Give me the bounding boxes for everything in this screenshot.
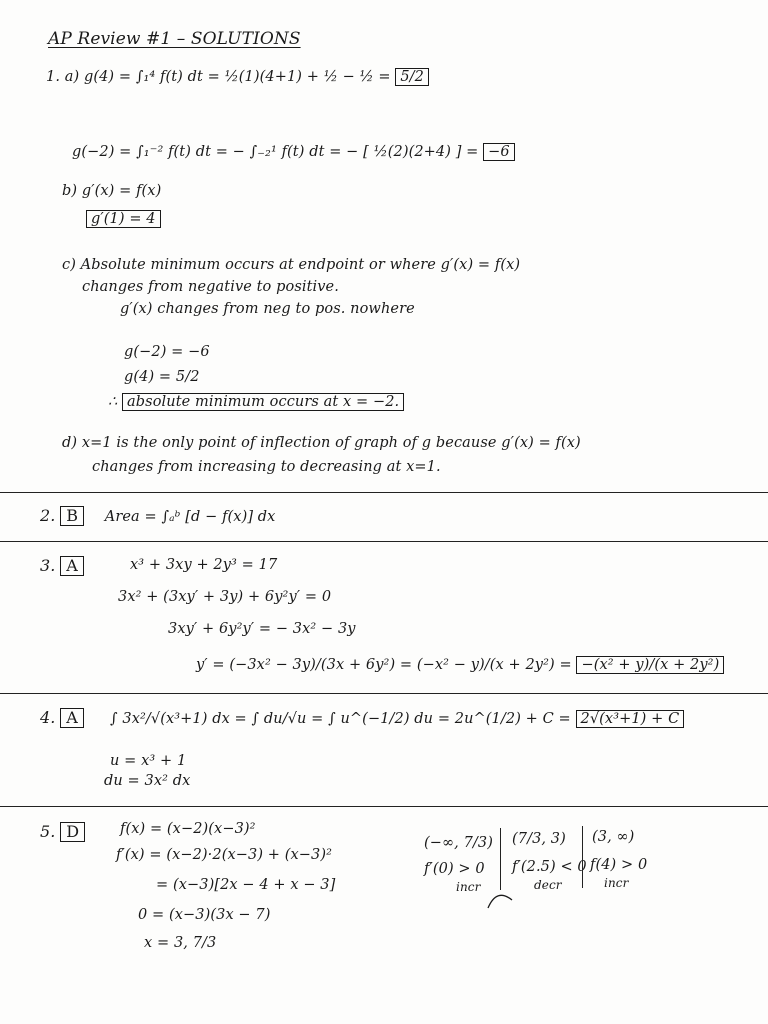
page-title: AP Review #1 – SOLUTIONS: [48, 29, 301, 49]
q3-derivative: y′ = (−3x² − 3y)/(3x + 6y²) = (−x² − y)/(x + 2y²) =: [196, 657, 572, 673]
q3-row: [40, 556, 84, 576]
q4-line-1: [110, 710, 684, 728]
q3-answer-box: A: [60, 556, 84, 576]
q3-line-4: [196, 656, 724, 674]
q1-c-conclusion: [108, 393, 404, 411]
q2-number: 2.: [40, 506, 56, 525]
q1-c-line-1: c) Absolute minimum occurs at endpoint or where g′(x) = f(x): [62, 257, 521, 273]
q1-b-answer-box: g′(1) = 4: [86, 210, 161, 228]
behavior-3: incr: [604, 876, 629, 890]
q1-a-expression: 1. a) g(4) = ∫₁⁴ f(t) dt = ½(1)(4+1) + ½ − ½ =: [46, 69, 391, 85]
q5-line-4: 0 = (x−3)(3x − 7): [138, 907, 271, 923]
sign-chart-divider-2: [582, 826, 583, 888]
interval-2: (7/3, 3): [512, 831, 566, 847]
q5-line-5: x = 3, 7/3: [144, 935, 217, 951]
q4-row: [40, 708, 84, 728]
q1-a-line-2: [72, 143, 515, 161]
q4-line-3: du = 3x² dx: [104, 773, 191, 789]
q1-d-line-2: changes from increasing to decreasing at x=1.: [92, 459, 441, 475]
divider-1: [0, 492, 768, 493]
q1-c-answer-box: absolute minimum occurs at x = −2.: [122, 393, 404, 411]
q5-line-3: = (x−3)[2x − 4 + x − 3]: [156, 877, 336, 893]
q1-b-answer-line: [86, 210, 161, 228]
q2-row: [40, 506, 275, 526]
q5-row: [40, 822, 85, 842]
sign-chart-divider-1: [500, 828, 501, 890]
q5-answer-box: D: [60, 822, 85, 842]
q4-answer-box: A: [60, 708, 84, 728]
therefore-symbol: ∴: [108, 394, 118, 410]
test-3: f(4) > 0: [590, 857, 648, 873]
q4-final-box: 2√(x³+1) + C: [576, 710, 685, 728]
q5-line-1: f(x) = (x−2)(x−3)²: [120, 821, 256, 837]
divider-3: [0, 693, 768, 694]
interval-3: (3, ∞): [592, 829, 635, 845]
q1-a2-answer-box: −6: [483, 143, 515, 161]
q1-c-line-5: g(4) = 5/2: [124, 369, 200, 385]
q2-answer-box: B: [60, 506, 84, 526]
q1-a2-expression: g(−2) = ∫₁⁻² f(t) dt = − ∫₋₂¹ f(t) dt = − [ ½(2)(2+4) ] =: [72, 144, 479, 160]
q1-a-answer-box: 5/2: [395, 68, 429, 86]
q1-c-line-4: g(−2) = −6: [124, 344, 210, 360]
q3-line-3: 3xy′ + 6y²y′ = − 3x² − 3y: [168, 621, 356, 637]
q3-line-2: 3x² + (3xy′ + 3y) + 6y²y′ = 0: [118, 589, 332, 605]
q1-c-line-3: g′(x) changes from neg to pos. nowhere: [120, 301, 415, 317]
q5-line-2: f′(x) = (x−2)·2(x−3) + (x−3)²: [116, 847, 333, 863]
q4-number: 4.: [40, 708, 56, 727]
test-2: f′(2.5) < 0: [512, 859, 587, 875]
q3-number: 3.: [40, 556, 56, 575]
stray-pen-mark: [486, 890, 516, 912]
q5-number: 5.: [40, 822, 56, 841]
q1-d-line-1: d) x=1 is the only point of inflection of graph of g because g′(x) = f(x): [62, 435, 581, 451]
q2-expression: Area = ∫ₐᵇ [d − f(x)] dx: [104, 509, 276, 525]
q1-b-line: b) g′(x) = f(x): [62, 183, 162, 199]
behavior-1: incr: [456, 880, 481, 894]
q3-line-1: x³ + 3xy + 2y³ = 17: [130, 557, 278, 573]
divider-2: [0, 541, 768, 542]
divider-4: [0, 806, 768, 807]
q3-final-box: −(x² + y)/(x + 2y²): [576, 656, 724, 674]
q1-c-line-2: changes from negative to positive.: [82, 279, 339, 295]
q4-integral: ∫ 3x²/√(x³+1) dx = ∫ du/√u = ∫ u^(−1/2) du = 2u^(1/2) + C =: [110, 711, 571, 727]
q4-line-2: u = x³ + 1: [110, 753, 187, 769]
q1-a-line-1: [46, 68, 429, 86]
interval-1: (−∞, 7/3): [424, 835, 493, 851]
behavior-2: decr: [534, 878, 562, 892]
test-1: f′(0) > 0: [424, 861, 485, 877]
